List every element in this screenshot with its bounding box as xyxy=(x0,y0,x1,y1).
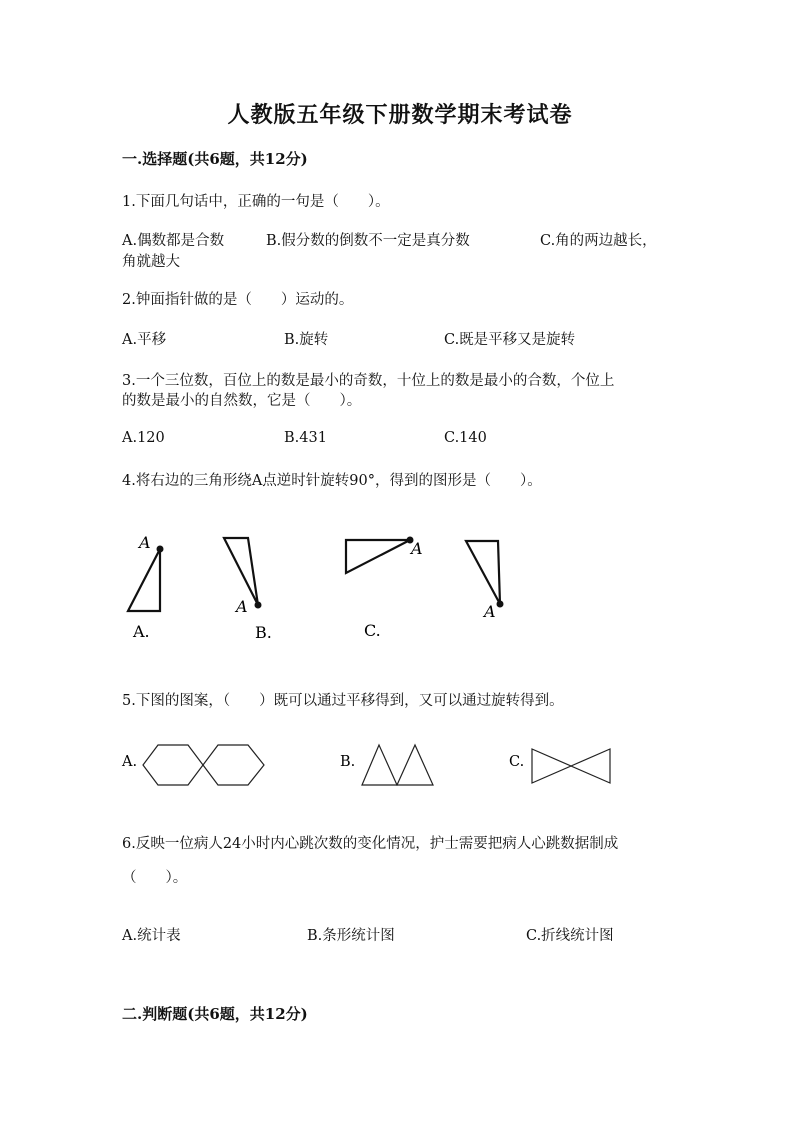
pivot-point-a-option-d xyxy=(497,601,504,608)
question-1-stem: 1.下面几句话中，正确的一句是（ ）。 xyxy=(122,194,390,210)
question-6-stem-line-1: 6.反映一位病人24小时内心跳次数的变化情况，护士需要把病人心跳数据制成 xyxy=(122,836,619,852)
point-a-label-original: A xyxy=(139,533,151,552)
question-5-stem: 5.下图的图案，（ ）既可以通过平移得到，又可以通过旋转得到。 xyxy=(122,693,564,709)
triangle-right xyxy=(397,745,433,785)
question-1-option-c: C.角的两边越长， xyxy=(540,233,657,249)
hexagon-right xyxy=(203,745,264,785)
question-4-figure xyxy=(0,520,800,700)
question-2-option-b: B.旋转 xyxy=(284,332,329,348)
triangle-option-b xyxy=(224,538,258,605)
pattern-option-a-label: A. xyxy=(122,754,138,770)
question-3-stem-line-1: 3.一个三位数，百位上的数是最小的奇数，十位上的数是最小的合数，个位上 xyxy=(122,373,615,389)
bowtie-right xyxy=(571,749,610,783)
figure-option-b-label: B. xyxy=(255,623,272,642)
question-1-option-b: B.假分数的倒数不一定是真分数 xyxy=(266,233,470,249)
page-title: 人教版五年级下册数学期末考试卷 xyxy=(227,102,573,128)
question-3-stem-line-2: 的数是最小的自然数，它是（ ）。 xyxy=(122,393,362,409)
bowtie-left xyxy=(532,749,571,783)
point-a-label-option-c: A xyxy=(411,539,423,558)
point-a-label-option-d: A xyxy=(484,602,496,621)
question-4-stem: 4.将右边的三角形绕A点逆时针旋转90°，得到的图形是（ ）。 xyxy=(122,473,542,489)
question-2-option-a: A.平移 xyxy=(122,332,167,348)
triangle-option-d xyxy=(466,541,500,604)
question-6-option-b: B.条形统计图 xyxy=(307,928,395,944)
question-2-stem: 2.钟面指针做的是（ ）运动的。 xyxy=(122,292,354,308)
question-6-stem-line-2: （ ）。 xyxy=(122,870,188,886)
question-1-option-c-continued: 角就越大 xyxy=(122,254,180,270)
question-3-option-a: A.120 xyxy=(122,430,165,446)
original-triangle xyxy=(128,549,160,611)
pattern-option-b-label: B. xyxy=(340,754,356,770)
section-heading-choice: 一.选择题(共6题，共12分) xyxy=(122,150,308,168)
pattern-option-c-label: C. xyxy=(509,754,525,770)
question-5-figure xyxy=(0,740,800,800)
question-1-option-a: A.偶数都是合数 xyxy=(122,233,225,249)
question-3-option-c: C.140 xyxy=(444,430,487,446)
section-heading-judgment: 二.判断题(共6题，共12分) xyxy=(122,1005,308,1023)
figure-option-a-label: A. xyxy=(133,622,150,641)
question-3-option-b: B.431 xyxy=(284,430,327,446)
triangle-option-c xyxy=(346,540,410,573)
question-6-option-a: A.统计表 xyxy=(122,928,181,944)
triangle-left xyxy=(362,745,397,785)
pivot-point-a-original xyxy=(157,546,164,553)
hexagon-left xyxy=(143,745,203,785)
point-a-label-option-b: A xyxy=(236,597,248,616)
pivot-point-a-option-b xyxy=(255,602,262,609)
figure-option-c-label: C. xyxy=(364,621,381,640)
question-2-option-c: C.既是平移又是旋转 xyxy=(444,332,576,348)
question-6-option-c: C.折线统计图 xyxy=(526,928,614,944)
